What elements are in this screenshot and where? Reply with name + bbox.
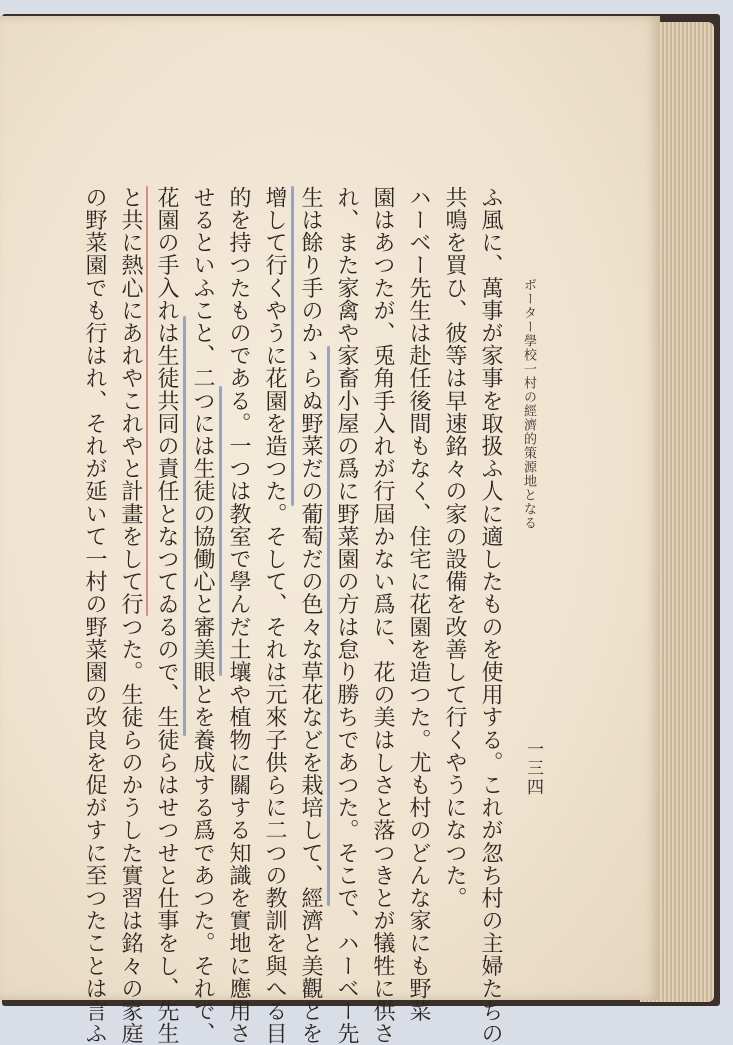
- text-column-3: ハーベー先生は赴任後間もなく、住宅に花園を造つた。尤も村のどんな家にも野菜: [406, 186, 431, 1023]
- running-header: ボーター學校一村の經濟的策源地となる: [521, 278, 536, 530]
- red-pencil-mark: [146, 186, 148, 616]
- text-column-5: れ、また家禽や家畜小屋の爲に野菜園の方は怠り勝ちであつた。そこで、ハーベー先: [334, 186, 359, 1045]
- blue-pencil-mark: [327, 346, 330, 906]
- book-page: [0, 16, 660, 1045]
- text-column-7: 增して行くやうに花園を造つた。そして、それは元來子供らに二つの教訓を與へる目: [262, 186, 287, 1045]
- text-column-10: 花園の手入れは生徒共同の責任となつてゐるので、生徒らはせつせと仕事をし、先生: [154, 186, 179, 1045]
- text-column-9: せるといふこと、二つには生徒の協働心と審美眼とを養成する爲であつた。それで、: [190, 186, 215, 1045]
- text-column-2: 共鳴を買ひ、彼等は早速銘々の家の設備を改善して行くやうになつた。: [442, 186, 467, 910]
- text-column-4: 園はあつたが、兎角手入れが行屆かない爲に、花の美はしさと落つきとが犠牲に供さ: [370, 186, 395, 1045]
- page-number: 一三四: [523, 740, 543, 797]
- blue-pencil-mark: [219, 386, 222, 676]
- text-column-1: ふ風に、萬事が家事を取扱ふ人に適したものを使用する。これが忽ち村の主婦たちの: [478, 186, 503, 1045]
- text-column-8: 的を持つたものである。一つは教室で學んだ土壤や植物に關する知識を實地に應用さ: [226, 186, 251, 1045]
- blue-pencil-mark: [183, 316, 186, 736]
- blue-pencil-mark: [291, 186, 294, 506]
- text-column-6: 生は餘り手のかゝらぬ野菜だの葡萄だの色々な草花などを栽培して、經濟と美觀とを: [298, 186, 323, 1045]
- text-column-11: と共に熱心にあれやこれやと計畫をして行つた。生徒らのかうした實習は銘々の家庭: [118, 186, 143, 1045]
- text-column-12: の野菜園でも行はれ、それが延いて一村の野菜園の改良を促がすに至つたことは言ふ: [82, 186, 107, 1045]
